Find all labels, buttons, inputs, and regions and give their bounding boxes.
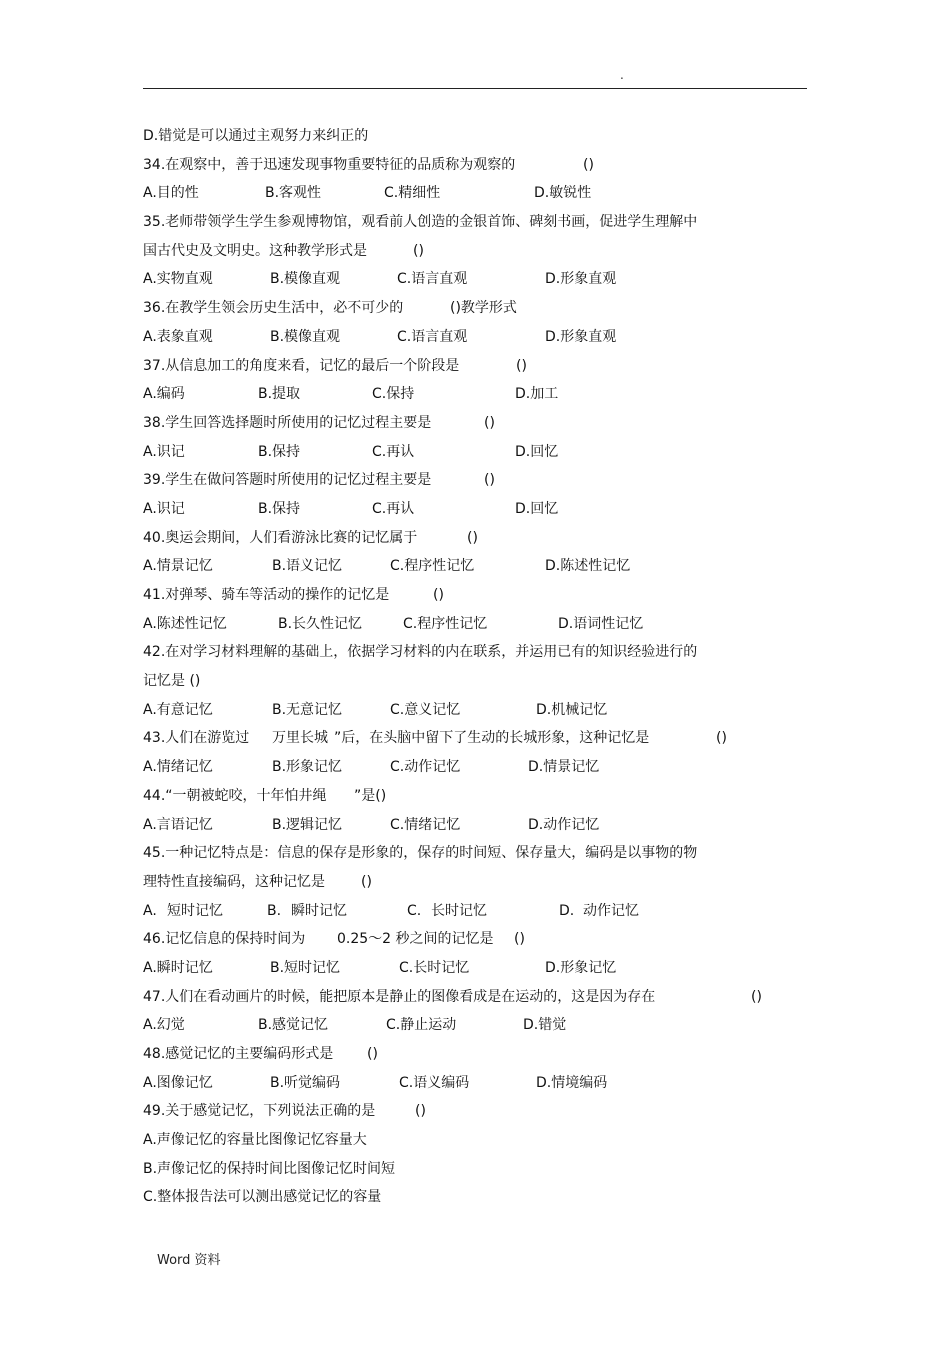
text-line [143,1183,823,1212]
line-segment: C.程序性记忆 [403,615,488,632]
text-line [143,897,823,926]
line-text: 44.“一朝被蛇咬，十年怕井绳 [143,787,327,804]
text-line [143,151,823,180]
line-segment: () [361,873,372,890]
line-segment: D.形象记忆 [545,959,617,976]
line-text: A.瞬时记忆 [143,959,213,976]
line-segment: () [514,931,525,948]
text-line [143,1040,823,1069]
line-text: A.编码 [143,386,185,403]
text-line [143,782,823,811]
line-segment: B.客观性 [265,185,322,202]
line-text: 42.在对学习材料理解的基础上，依据学习材料的内在联系，并运用已有的知识经验进行的 [143,644,698,661]
line-segment: () [413,242,424,259]
text-line [143,208,823,237]
line-text: A.实物直观 [143,271,213,288]
text-line [143,1155,823,1184]
line-segment: D.回忆 [515,443,559,460]
text-line [143,438,823,467]
line-text: A.识记 [143,443,185,460]
line-text: A.识记 [143,500,185,517]
line-segment: C.情绪记忆 [390,816,461,833]
line-text: 38.学生回答选择题时所使用的记忆过程主要是 [143,414,432,431]
text-line [143,380,823,409]
line-segment: C.静止运动 [386,1017,457,1034]
line-segment: () [583,156,594,173]
line-segment: B.提取 [258,386,301,403]
line-segment: B.模像直观 [270,328,341,345]
text-line [143,409,823,438]
line-segment: C.长时记忆 [399,959,470,976]
text-line [143,265,823,294]
line-segment: B.感觉记忆 [258,1017,329,1034]
line-segment: () [367,1046,378,1062]
line-text: 47.人们在看动画片的时候，能把原本是静止的图像看成是在运动的，这是因为存在 [143,988,656,1005]
text-line [143,753,823,782]
footer-label: Word 资料 [157,1253,221,1268]
line-segment: () [484,414,495,431]
line-segment: B.保持 [258,443,301,460]
line-segment: ()教学形式 [450,300,517,317]
line-text: A.言语记忆 [143,816,213,833]
line-segment: D.敏锐性 [534,185,592,202]
line-text: 国古代史及文明史。这种教学形式是 [143,242,367,259]
line-segment: C.精细性 [384,185,441,202]
line-segment: 动作记忆 [583,902,639,919]
text-line [143,122,823,151]
line-text: D.错觉是可以通过主观努力来纠正的 [143,128,369,144]
line-segment: B.形象记忆 [272,759,343,776]
line-segment: D.形象直观 [545,328,617,345]
header-mark: . [620,68,624,82]
line-text: 45.一种记忆特点是：信息的保存是形象的，保存的时间短、保存量大，编码是以事物的物 [143,845,698,862]
line-text: 记忆是 () [143,673,201,690]
text-line [143,638,823,667]
line-segment: C.意义记忆 [390,701,461,718]
line-segment: B.保持 [258,500,301,517]
text-line [143,1097,823,1126]
text-line [143,696,823,725]
line-segment: D.回忆 [515,500,559,517]
text-line [143,954,823,983]
text-line [143,1069,823,1098]
text-line [143,466,823,495]
line-segment: B.长久性记忆 [278,615,363,632]
line-segment: 瞬时记忆 [291,902,347,919]
text-line [143,352,823,381]
line-text: A.情景记忆 [143,558,213,575]
line-segment: C.程序性记忆 [390,558,475,575]
text-line [143,811,823,840]
line-segment: C.语言直观 [397,328,468,345]
text-line [143,581,823,610]
text-line [143,610,823,639]
line-segment: C.保持 [372,386,415,403]
line-segment: C.语义编码 [399,1074,470,1091]
line-segment: ”是() [354,787,387,804]
text-line [143,552,823,581]
line-text: A.情绪记忆 [143,759,213,776]
line-segment: B.听觉编码 [270,1074,341,1091]
line-text: A.有意记忆 [143,701,213,718]
line-segment: C.动作记忆 [390,759,461,776]
line-segment: () [516,357,527,374]
text-line [143,925,823,954]
line-segment: D.情景记忆 [528,759,600,776]
line-segment: () [467,529,478,546]
text-line [143,237,823,266]
text-line [143,179,823,208]
line-segment: () [751,988,762,1005]
line-segment: B.模像直观 [270,271,341,288]
line-segment: () [433,587,444,603]
line-text: 48.感觉记忆的主要编码形式是 [143,1046,334,1062]
question-list [143,122,823,1212]
text-line [143,294,823,323]
line-segment: 0.25～2 秒之间的记忆是 [337,931,494,948]
line-segment: D.语词性记忆 [558,615,644,632]
line-segment: ”后，在头脑中留下了生动的长城形象，这种记忆是 [334,730,650,747]
line-segment: 长时记忆 [431,902,487,919]
line-segment: B.语义记忆 [272,558,343,575]
line-segment: () [484,472,495,489]
line-text: 37.从信息加工的角度来看，记忆的最后一个阶段是 [143,357,460,374]
text-line [143,495,823,524]
line-segment: B.无意记忆 [272,701,343,718]
text-line [143,524,823,553]
line-text: 35.老师带领学生学生参观博物馆，观看前人创造的金银首饰、碑刻书画，促进学生理解中 [143,214,698,231]
line-text: 34.在观察中，善于迅速发现事物重要特征的品质称为观察的 [143,156,516,173]
text-line [143,983,823,1012]
line-segment: C. [407,902,422,919]
line-segment: () [716,730,727,747]
line-segment: D.情境编码 [536,1074,608,1091]
line-text: A.声像记忆的容量比图像记忆容量大 [143,1132,367,1149]
line-segment: C.语言直观 [397,271,468,288]
text-line [143,667,823,696]
line-text: 理特性直接编码，这种记忆是 [143,873,325,890]
text-line [143,839,823,868]
text-line [143,1011,823,1040]
line-segment: C.再认 [372,500,415,517]
line-segment: D.错觉 [523,1017,567,1034]
line-text: 46.记忆信息的保持时间为 [143,931,306,948]
line-segment: D.陈述性记忆 [545,558,631,575]
line-segment: D.动作记忆 [528,816,600,833]
line-segment: 万里长城 [272,730,328,747]
line-text: 43.人们在游览过 [143,730,250,747]
header-rule [143,88,807,89]
line-segment: D. [559,902,575,919]
text-line [143,724,823,753]
text-line [143,868,823,897]
line-text: 49.关于感觉记忆，下列说法正确的是 [143,1103,376,1120]
line-text: 41.对弹琴、骑车等活动的操作的记忆是 [143,587,390,603]
line-text: B.声像记忆的保持时间比图像记忆时间短 [143,1160,396,1177]
line-segment: () [415,1103,426,1120]
line-segment: B.逻辑记忆 [272,816,343,833]
line-text: C.整体报告法可以测出感觉记忆的容量 [143,1189,382,1206]
line-text: A.目的性 [143,185,199,202]
line-segment: C.再认 [372,443,415,460]
line-segment: B.短时记忆 [270,959,341,976]
line-segment: 短时记忆 [167,902,223,919]
line-text: 39.学生在做问答题时所使用的记忆过程主要是 [143,472,432,489]
line-text: A. [143,902,157,919]
line-text: A.表象直观 [143,328,213,345]
line-text: A.图像记忆 [143,1074,213,1091]
line-text: 40.奥运会期间，人们看游泳比赛的记忆属于 [143,529,418,546]
line-text: A.陈述性记忆 [143,615,227,632]
text-line [143,323,823,352]
line-text: A.幻觉 [143,1017,185,1034]
text-line [143,1126,823,1155]
line-segment: D.形象直观 [545,271,617,288]
line-segment: D.机械记忆 [536,701,608,718]
line-segment: D.加工 [515,386,559,403]
line-text: 36.在教学生领会历史生活中，必不可少的 [143,300,404,317]
line-segment: B. [267,902,282,919]
